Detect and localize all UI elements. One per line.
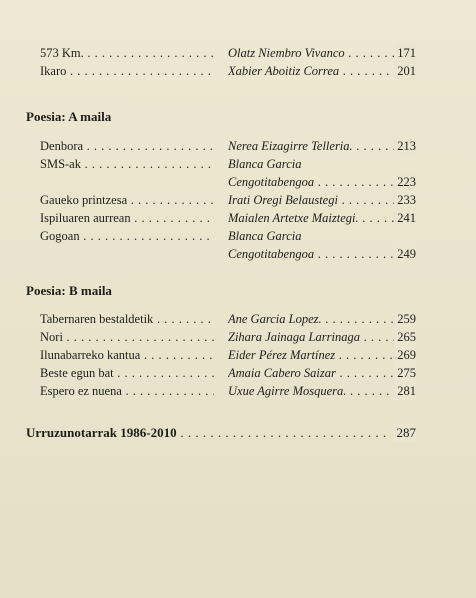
entry-author: Irati Oregi Belaustegi . . . — [228, 191, 394, 209]
entry-author: Xabier Aboitiz Correa . . . — [228, 62, 394, 80]
entry-title: Urruzunotarrak 1986-2010 . . . — [26, 424, 391, 442]
entry-page: 281 — [394, 382, 416, 400]
toc-entry — [40, 227, 416, 245]
entry-page: 233 — [394, 191, 416, 209]
entry-title: Ikaro . . . — [40, 62, 214, 80]
entry-page: 213 — [394, 137, 416, 155]
entry-title: Nori . . . — [40, 328, 214, 346]
toc-entry — [40, 346, 416, 364]
entry-page: 201 — [394, 62, 416, 80]
toc-entry — [40, 310, 416, 328]
entry-page: 265 — [394, 328, 416, 346]
entry-author: Uxue Agirre Mosquera. . . . — [228, 382, 394, 400]
entry-page: 249 — [394, 245, 416, 263]
entry-page: 269 — [394, 346, 416, 364]
entry-title: Tabernaren bestaldetik . . . — [40, 310, 214, 328]
entry-author: Maialen Artetxe Maiztegi. . . . — [228, 209, 394, 227]
toc-entry-final — [26, 424, 416, 442]
entry-title: Ilunabarreko kantua . . . — [40, 346, 214, 364]
entry-author: Ane Garcia Lopez. . . . — [228, 310, 394, 328]
entry-page: 275 — [394, 364, 416, 382]
entry-page: 287 — [394, 424, 417, 442]
toc-entry-continuation — [40, 245, 416, 263]
entry-author: Nerea Eizagirre Telleria. . . . — [228, 137, 394, 155]
entry-title: Denbora . . . — [40, 137, 214, 155]
toc-entry — [40, 62, 416, 80]
section-heading-a: Poesia: A maila — [26, 109, 112, 124]
entry-page: 259 — [394, 310, 416, 328]
entry-author: Blanca Garcia — [228, 229, 302, 243]
toc-entry — [40, 364, 416, 382]
entry-title: Ispiluaren aurrean . . . — [40, 209, 214, 227]
entry-title: 573 Km. . . . — [40, 44, 214, 62]
toc-entry — [40, 382, 416, 400]
entry-author: Blanca Garcia — [228, 157, 302, 171]
toc-entry — [40, 209, 416, 227]
toc-entry — [40, 328, 416, 346]
toc-entry — [40, 191, 416, 209]
entry-title: Espero ez nuena . . . — [40, 382, 214, 400]
entry-author: Cengotitabengoa . . . — [228, 173, 394, 191]
toc-entry-continuation — [40, 173, 416, 191]
entry-author: Olatz Niembro Vivanco . . . — [228, 44, 394, 62]
entry-title: Beste egun bat . . . — [40, 364, 214, 382]
toc-entry — [40, 137, 416, 155]
toc-entry — [40, 44, 416, 62]
entry-page: 223 — [394, 173, 416, 191]
entry-title: SMS-ak . . . — [40, 155, 214, 173]
entry-author: Eider Pérez Martínez . . . — [228, 346, 394, 364]
section-heading-b: Poesia: B maila — [26, 283, 112, 298]
entry-page: 171 — [394, 44, 416, 62]
entry-page: 241 — [394, 209, 416, 227]
entry-author: Amaia Cabero Saizar . . . — [228, 364, 394, 382]
entry-author: Cengotitabengoa . . . — [228, 245, 394, 263]
entry-title: Gogoan . . . — [40, 227, 214, 245]
entry-author: Zihara Jainaga Larrinaga . . . — [228, 328, 394, 346]
toc-entry — [40, 155, 416, 173]
entry-title: Gaueko printzesa . . . — [40, 191, 214, 209]
